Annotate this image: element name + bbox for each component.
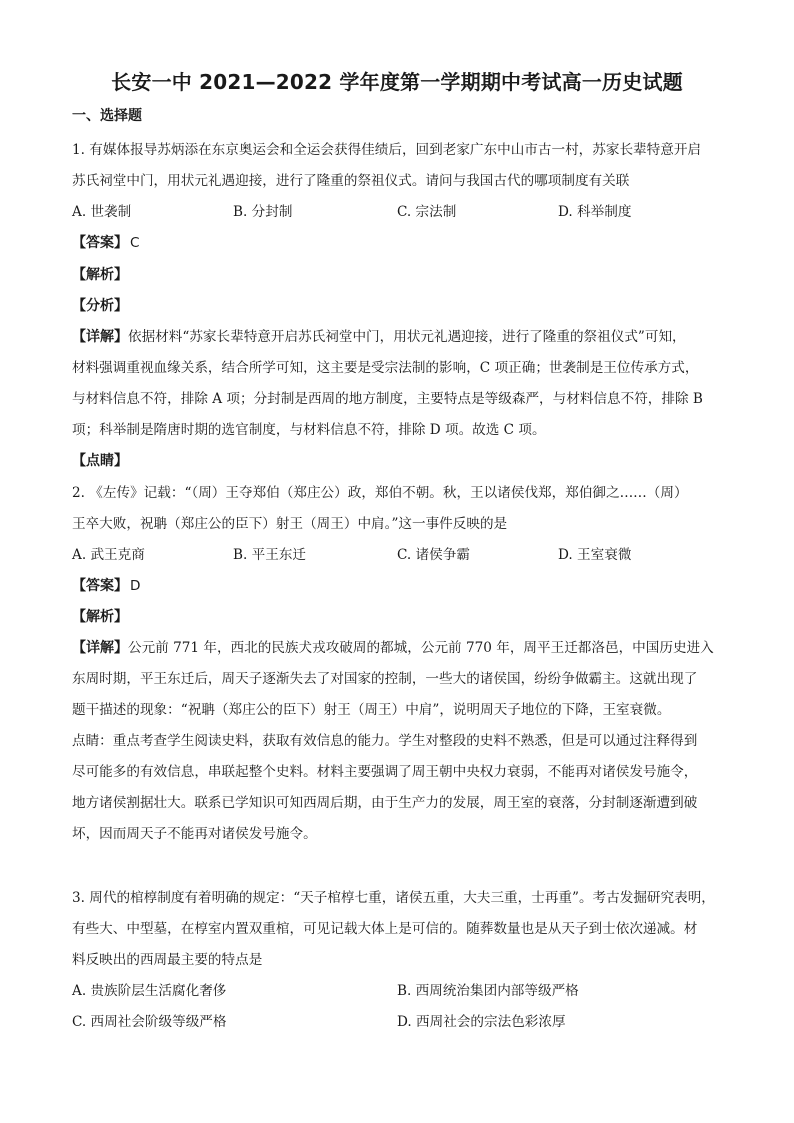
answer-label: 【答案】 [72,578,128,594]
q1-analysis-label: 【解析】 [72,267,128,283]
q2-option-a: A. 武王克商 [72,547,145,563]
q2-option-c: C. 诸侯争霸 [397,547,470,563]
q1-fenxi-label: 【分析】 [72,298,128,314]
q2-detail-line-3: 题干描述的现象：“祝聃（郑庄公的臣下）射王（周王）中肩”，说明周天子地位的下降，王室衰微。 [72,702,671,718]
q3-stem-line-2: 有些大、中型墓，在椁室内置双重棺，可见记载大体上是可信的。随葬数量也是从天子到士依次递减。材 [72,921,698,937]
q2-analysis-label: 【解析】 [72,609,128,625]
q2-option-d: D. 王室衰微 [558,547,632,563]
q3-option-b: B. 西周统治集团内部等级严格 [397,983,579,999]
q2-detail-text: 公元前 771 年，西北的民族犬戎攻破周的都城，公元前 770 年，周平王迁都洛邑，中国历史进入 [128,640,714,656]
q1-option-b: B. 分封制 [233,204,293,220]
q2-detail-line-4: 点睛：重点考查学生阅读史料，获取有效信息的能力。学生对整段的史料不熟悉，但是可以通过注释得到 [72,733,698,749]
q3-option-d: D. 西周社会的宗法色彩浓厚 [397,1014,566,1030]
q2-detail-line-2: 东周时期，平王东迁后，周天子逐渐失去了对国家的控制，一些大的诸侯国，纷纷争做霸主。这就出现了 [72,671,698,687]
q1-stem-line-2: 苏氏祠堂中门，用状元礼遇迎接，进行了隆重的祭祖仪式。请问与我国古代的哪项制度有关联 [72,173,630,189]
detail-label: 【详解】 [72,329,128,345]
q3-option-a: A. 贵族阶层生活腐化奢侈 [72,983,227,999]
page-title: 长安一中 2021—2022 学年度第一学期期中考试高一历史试题 [111,70,683,94]
q2-stem-line-1: 2. 《左传》记载：“（周）王夺郑伯（郑庄公）政，郑伯不朝。秋，王以诸侯伐郑，郑伯御之……（周） [72,485,688,501]
q1-detail-line-4: 项；科举制是隋唐时期的选官制度，与材料信息不符，排除 D 项。故选 C 项。 [72,422,546,438]
q2-detail-line-1 [72,638,714,658]
q2-detail-line-6: 地方诸侯割据壮大。联系已学知识可知西周后期，由于生产力的发展，周王室的衰落，分封制逐渐遭到破 [72,795,698,811]
q2-option-b: B. 平王东迁 [233,547,307,563]
q3-option-c: C. 西周社会阶级等级严格 [72,1014,227,1030]
q1-option-a: A. 世袭制 [72,204,132,220]
q2-detail-line-5: 尽可能多的有效信息，串联起整个史料。材料主要强调了周王朝中央权力衰弱，不能再对诸侯发号施令， [72,764,698,780]
q2-stem-line-2: 王卒大败，祝聃（郑庄公的臣下）射王（周王）中肩。”这一事件反映的是 [72,516,508,532]
q3-stem-line-1: 3. 周代的棺椁制度有着明确的规定：“天子棺椁七重，诸侯五重，大夫三重，士再重”。考古发掘研究表明， [72,890,715,906]
q1-detail-line-3: 与材料信息不符，排除 A 项；分封制是西周的地方制度，主要特点是等级森严，与材料信息不符，排除 B [72,391,703,407]
q1-answer-value: C [130,235,140,251]
q3-stem-line-3: 料反映出的西周最主要的特点是 [72,952,263,968]
q1-detail-line-2: 材料强调重视血缘关系，结合所学可知，这主要是受宗法制的影响，C 项正确；世袭制是王位传承方式， [72,360,699,376]
q2-answer [72,576,140,596]
detail-label: 【详解】 [72,640,128,656]
q1-dianjing-label: 【点睛】 [72,453,128,469]
q1-answer [72,233,140,253]
q1-detail-line-1 [72,327,686,347]
answer-label: 【答案】 [72,235,128,251]
section-heading: 一、选择题 [72,108,142,124]
q2-answer-value: D [130,578,141,594]
q1-option-d: D. 科举制度 [558,204,632,220]
q1-option-c: C. 宗法制 [397,204,457,220]
q1-detail-text: 依据材料“苏家长辈特意开启苏氏祠堂中门，用状元礼遇迎接，进行了隆重的祭祖仪式”可知， [128,329,686,345]
q2-detail-line-7: 坏，因而周天子不能再对诸侯发号施令。 [72,826,317,842]
q1-stem-line-1: 1. 有媒体报导苏炳添在东京奥运会和全运会获得佳绩后，回到老家广东中山市古一村，苏家长辈特意开启 [72,142,702,158]
